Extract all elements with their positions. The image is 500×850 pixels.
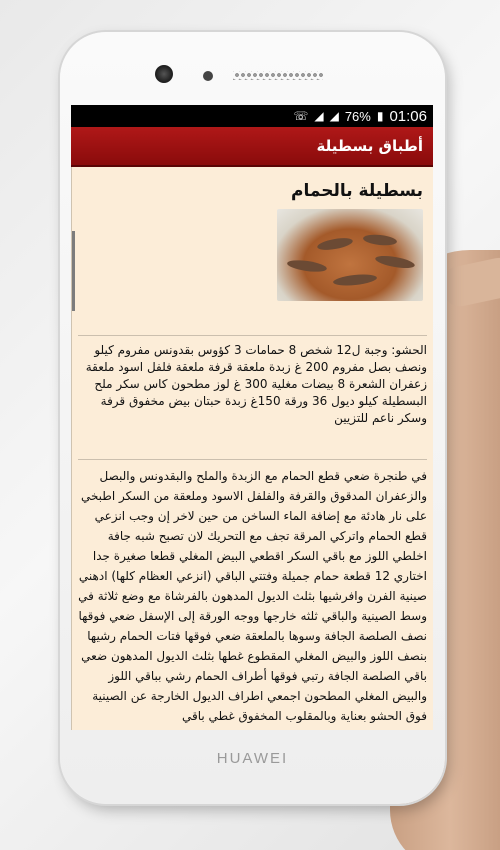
- signal-icon: ◢: [314, 109, 324, 123]
- earpiece-speaker: [233, 71, 323, 80]
- status-bar: [71, 105, 433, 127]
- battery-percent: 76%: [344, 108, 371, 124]
- sensor-icon: [203, 71, 213, 81]
- front-camera-icon: [155, 65, 173, 83]
- ingredients-text: الحشو: وجبة ل12 شخص 8 حمامات 3 كؤوس بقدونس مفروم كيلو ونصف بصل مفروم 200 غ زبدة ملعقة قرفة ملعقة فلفل اسود ملعقة زعفران الشعرة 8 بيضات مغلية 300 غ لوز مطحون كاس سكر ملح البسطيلة كيلو ديول 36 ورقة 150غ زبدة حبتان بيض مخفوق قرفة وسكر ناعم للتزيين: [78, 335, 427, 427]
- recipe-title: بسطيلة بالحمام: [291, 181, 423, 201]
- brand-logo: HUAWEI: [216, 750, 289, 767]
- phone-call-icon: ☏: [293, 109, 309, 123]
- recipe-content[interactable]: [71, 167, 433, 730]
- recipe-photo: [277, 209, 423, 301]
- signal-icon-2: ◢: [329, 109, 339, 123]
- scrollbar[interactable]: [72, 231, 75, 311]
- screen: [71, 105, 433, 730]
- battery-icon: ▮: [376, 109, 384, 123]
- app-title: أطباق بسطيلة: [316, 137, 423, 155]
- clock: 01:06: [389, 107, 427, 125]
- method-text: في طنجرة ضعي قطع الحمام مع الزبدة والملح والبقدونس والبصل والزعفران المدقوق والقرفة والفلفل الاسود وملعقة من السكر اطبخي على نار هادئة مع إضافة الماء الساخن من حين لاخر إن وجب انزعي قطع الحمام واتركي المرقة تجف مع التحريك لان تصبح شبه جافة اخلطي اللوز مع باقي السكر اقطعي البيض المغلي قطعا صغيرة جدا اختاري 12 قطعة حمام جميلة وفتتي الباقي (انزعي العظام كلها) ادهني صينية الفرن وافرشيها بثلث الديول المدهون بالفرشاة مع وضع ثلاثة في وسط الصينية والباقي ثلثه خارجها ووجه الورقة إلى الإسفل ضعي فوقها نصف الصلصة الجافة وسوها بالملعقة ضعي فوقها فتات الحمام رشيها بنصف اللوز والبيض المغلي المقطوع غطها بثلث الديول المدهون ضعي باقي الصلصة الجافة رتبي فوقها أطراف الحمام رشي بباقي اللوز والبيض المغلي المطحون اجمعي اطراف الديول الخارجة عن الصينية فوق الحشو بعناية وبالمقلوب المخفوق غطي باقي: [78, 459, 427, 726]
- app-bar: [71, 127, 433, 167]
